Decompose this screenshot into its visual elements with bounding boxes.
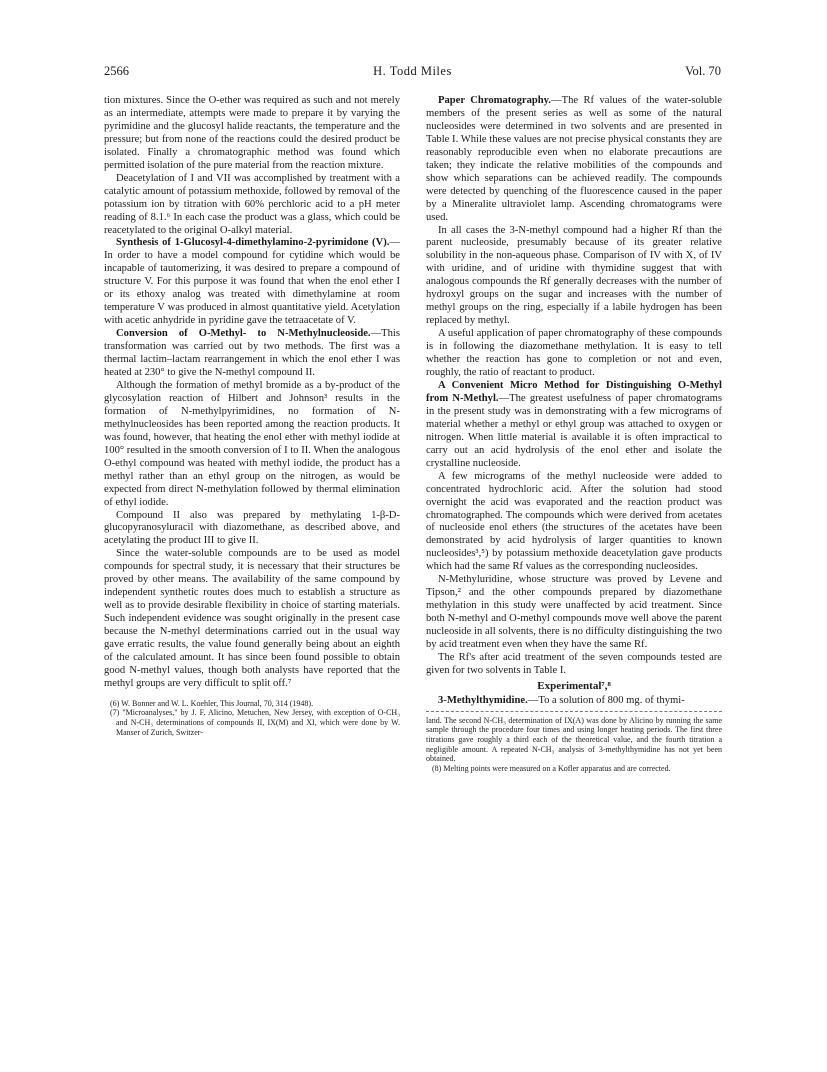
footnote-8: (8) Melting points were measured on a Kofler apparatus and are corrected. bbox=[432, 763, 671, 773]
running-author: H. Todd Miles bbox=[373, 64, 452, 78]
paragraph: Deacetylation of I and VII was accomplished by treatment with a catalytic amount of potassium methoxide, followed by removal of the potassium ion by titration with 60% perchloric acid to a pH meter reading of 8.1.⁶ In each case the product was a glass, which could be reacetylated to the original O-alkyl material. bbox=[104, 172, 400, 236]
page-number: 2566 bbox=[104, 64, 129, 78]
paragraph bbox=[426, 380, 722, 471]
paragraph: Since the water-soluble compounds are to be used as model compounds for spectral study, it is necessary that their structures be proved by other means. The availability of the same compound by independent synthetic routes does much to establish a structure as well as to provide desirable flexibility in choice of starting materials. Such independent evidence was sought originally in the present case because the N-methyl determinations carried out in the usual way gave erratic results, the value found generally being about an eighth of the calculated amount. It has since been found possible to obtain good N-methyl values, though both analysts have reported that the methyl groups are very difficult to split off.⁷ bbox=[104, 548, 400, 689]
paragraph-body: —To a solution of 800 mg. of thymi- bbox=[527, 694, 685, 706]
section-heading: 3-Methylthymidine. bbox=[438, 694, 528, 706]
paragraph: tion mixtures. Since the O-ether was required as such and not merely as an intermediate, attempts were made to prepare it by varying the pyrimidine and the glucosyl halide reactants, the temperature and the pressure; but from none of the reactions could the desired product be isolated. Finally a chromatographic method was found which permitted isolation of the pure material from the reaction mixture. bbox=[104, 95, 400, 171]
experimental-heading: Experimental⁷,⁸ bbox=[537, 679, 611, 692]
paragraph: Although the formation of methyl bromide as a by-product of the glycosylation reaction of Hilbert and Johnson³ results in the formation of N-methylpyrimidines, no formation of N-methylnucleosides has been reported among the reaction products. It was found, however, that heating the enol ether with methyl iodide at 100° resulted in the smooth conversion of I to II. When the analogous O-ethyl compound was heated with methyl iodide, the product has a methyl rather than an ethyl group on the nitrogen, as would be expected from direct N-methylation followed by thermal elimination of ethyl iodide. bbox=[104, 379, 400, 508]
paragraph bbox=[104, 328, 400, 380]
paragraph: In all cases the 3-N-methyl compound had a higher Rf than the parent nucleoside, presumably because of its greater relative solubility in the non-aqueous phase. Comparison of IV with X, of IV with uridine, and of uridine with thymidine suggest that with analogous compounds the Rf generally decreases with the number of hydroxyl groups on the sugar and increases with the number of methyl groups on the ring, especially if a labile hydrogen has been replaced by methyl. bbox=[426, 224, 722, 327]
paragraph bbox=[426, 95, 722, 225]
footnote-7: (7) "Microanalyses," by J. F. Alicino, Metuchen, New Jersey, with exception of O-CH₃ and N-CH₃ determinations of compounds II, IX(M) and XI, which were done by W. Manser of Zurich, Switzer- bbox=[110, 708, 400, 737]
paragraph: A useful application of paper chromatography of these compounds is in following the diazomethane methylation. It is easy to tell whether the reaction has gone to completion or not and even, roughly, the ratio of reactant to product. bbox=[426, 328, 722, 379]
section-heading: Paper Chromatography. bbox=[438, 95, 552, 106]
section-heading: A Convenient Micro Method for Distinguishing O-Methyl from N-Methyl. bbox=[426, 379, 722, 404]
paragraph: A few micrograms of the methyl nucleoside were added to concentrated hydrochloric acid. After the solution had stood overnight the acid was evaporated and the reaction product was chromatographed. The compounds which were derived from acetates of nucleoside enol ethers (the structures of the acetates have been demonstrated by acid hydrolysis of larger quantities to known nucleosides³,⁵) by potassium methoxide deacetylation gave products which had the same Rf values as the corresponding nucleosides. bbox=[426, 470, 722, 573]
paragraph bbox=[426, 695, 722, 708]
running-header bbox=[104, 64, 721, 84]
paragraph: The Rf's after acid treatment of the seven compounds tested are given for two solvents in Table I. bbox=[426, 651, 722, 676]
paragraph-body: —In order to have a model compound for cytidine which would be incapable of tautomerizing, it was desired to prepare a compound of structure V. For this purpose it was found that when the enol ether I or its ethoxy analog was treated with dimethylamine at room temperature V was produced in almost quantitative yield. Acetylation with acetic anhydride in pyridine gave the tetraacetate of V. bbox=[104, 237, 400, 327]
section-heading: Synthesis of 1-Glucosyl-4-dimethylamino-2-pyrimidone (V). bbox=[116, 237, 390, 249]
paragraph: Compound II also was prepared by methylating 1-β-D-glucopyranosyluracil with diazomethane, as described above, and acetylating the product III to give II. bbox=[104, 509, 400, 547]
section-heading: Conversion of O-Methyl- to N-Methylnucleoside. bbox=[116, 328, 371, 340]
footnote-7-continued: land. The second N-CH₃ determination of IX(A) was done by Alicino by running the same sample through the procedure four times and using longer heating periods. The first three titrations gave roughly a third each of the theoretical value, and the fourth titration a negligible amount. A repeated N-CH₃ analysis of 3-methylthymidine has not yet been obtained. bbox=[426, 715, 722, 764]
paragraph-body: —This transformation was carried out by two methods. The first was a thermal lactim–lactam rearrangement in which the enol ether I was heated at 230° to give the N-methyl compound II. bbox=[104, 328, 400, 379]
paragraph-body: —The Rf values of the water-soluble members of the present series as well as some of the natural nucleosides were determined in two solvents and are presented in Table I. While these values are not precise physical constants they are reasonably reproducible even when no elaborate precautions are taken; they indicate the relative mobilities of the compounds and show which separations can be achieved readily. The compounds were detected by quenching of the fluorescence caused in the paper by a Mineralite ultraviolet lamp. Ascending chromatograms were used. bbox=[426, 95, 722, 223]
paragraph bbox=[104, 237, 400, 328]
paragraph-body: —The greatest usefulness of paper chromatograms in the present study was in demonstrating with a few micrograms of material whether a methyl or ethyl group was attached to oxygen or nitrogen. When little material is available it is often impractical to carry out an acid hydrolysis of the enol ether and isolate the crystalline nucleoside. bbox=[426, 392, 722, 469]
footnotes bbox=[426, 716, 722, 774]
left-column bbox=[104, 95, 400, 737]
right-column bbox=[426, 95, 722, 773]
footnote-6: (6) W. Bonner and W. L. Koehler, This Journal, 70, 314 (1948). bbox=[110, 698, 314, 708]
paragraph: N-Methyluridine, whose structure was proved by Levene and Tipson,² and the other compounds prepared by diazomethane methylation in this study were unaffected by acid treatment. Since both N-methyl and O-methyl compounds move well above the parent nucleoside in all solvents, there is no difficulty distinguishing the two by acid treatment even when they have the same Rf. bbox=[426, 574, 722, 651]
footnote-rule bbox=[426, 711, 722, 712]
footnotes bbox=[104, 699, 400, 737]
volume-label: Vol. 70 bbox=[685, 64, 721, 78]
